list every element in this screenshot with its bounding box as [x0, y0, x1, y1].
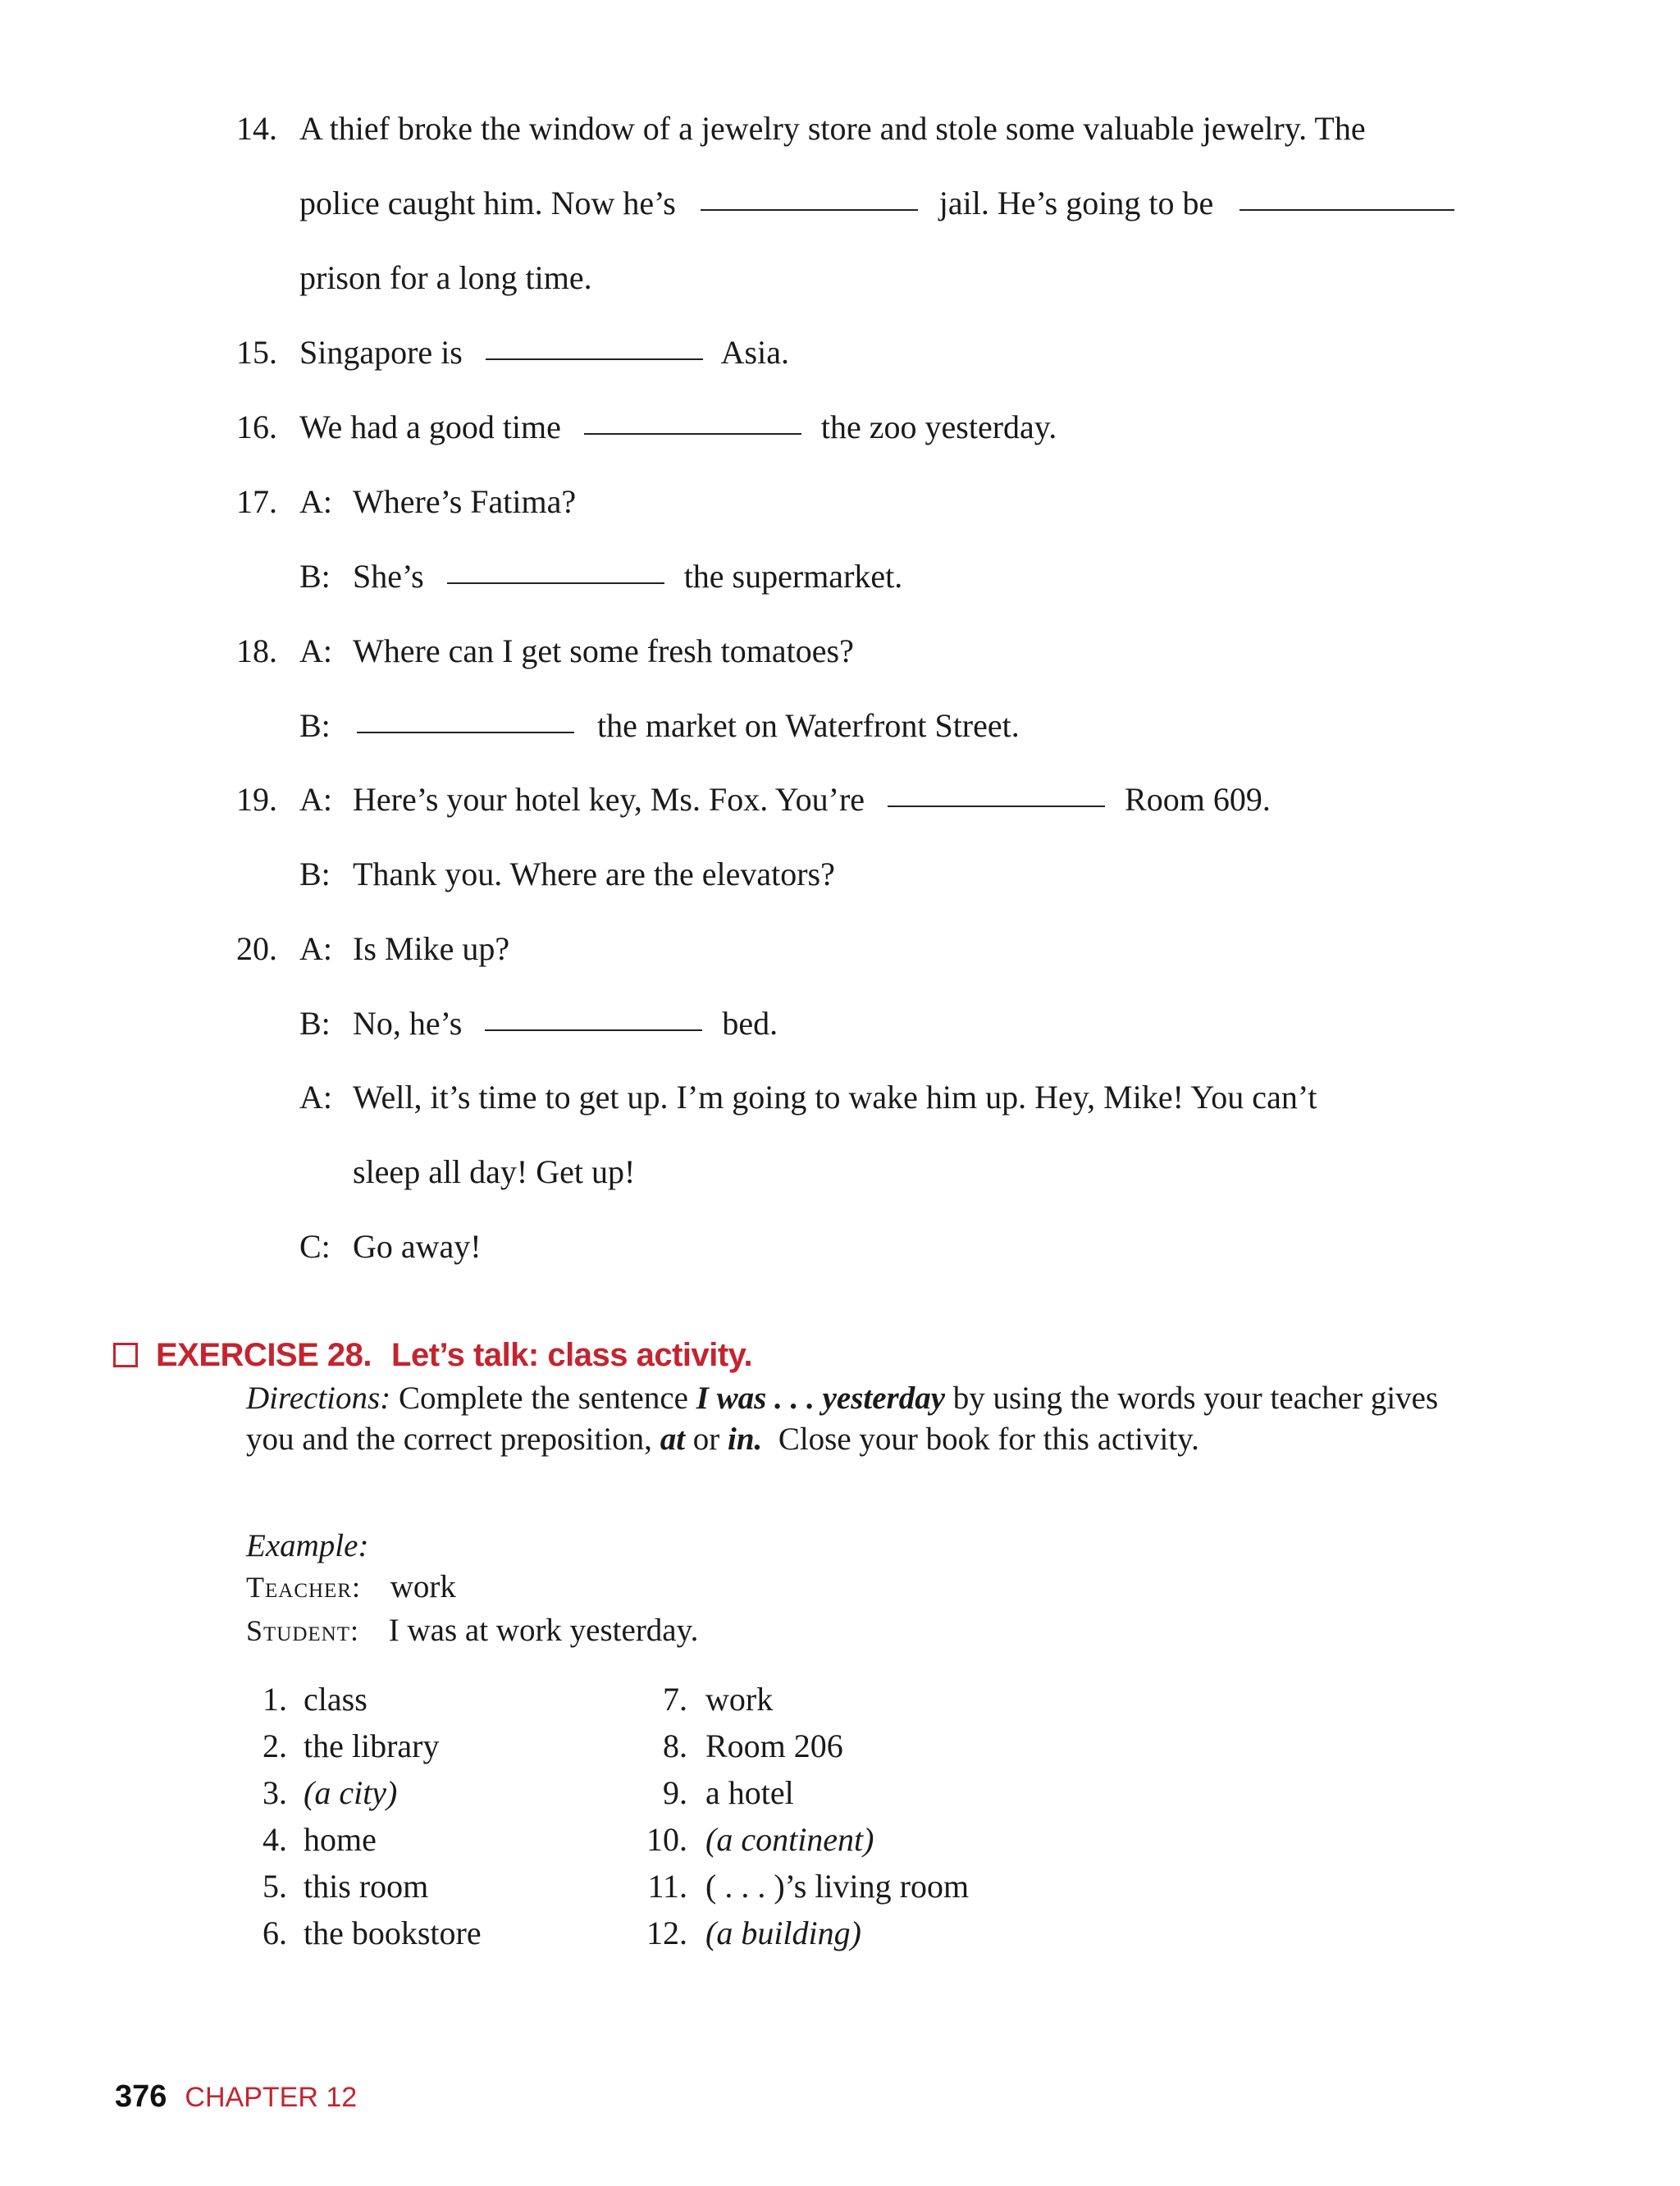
- item-18-a-text: Where can I get some fresh tomatoes?: [353, 632, 854, 669]
- item-14-line2-b: jail. He’s going to be: [938, 185, 1214, 221]
- item-19-b-label: B:: [299, 856, 331, 892]
- item-20-a-label: A:: [299, 930, 332, 967]
- teacher-label: Teacher:: [246, 1571, 361, 1604]
- list-item: [246, 1774, 482, 1823]
- list-item: [632, 1683, 969, 1730]
- item-16-text-b: the zoo yesterday.: [820, 408, 1057, 445]
- directions-text-3: Close your book for this activity.: [778, 1422, 1199, 1457]
- item-20-a2-line1: Well, it’s time to get up. I’m going to wake him up. Hey, Mike! You can’t: [353, 1079, 1317, 1116]
- item-19-a-text-2: Room 609.: [1125, 781, 1271, 818]
- item-20-b-text: [353, 1007, 778, 1040]
- list-item-text: class: [304, 1681, 368, 1718]
- directions-at: at: [660, 1422, 686, 1457]
- directions-or: or: [692, 1422, 720, 1457]
- list-item-number: 1.: [262, 1681, 287, 1718]
- list-item-text: (a continent): [705, 1821, 874, 1858]
- item-20-a2-line2: sleep all day! Get up!: [353, 1153, 636, 1190]
- item-19-a-label: A:: [299, 781, 332, 818]
- list-item-number: 2.: [262, 1727, 287, 1764]
- list-item-number: 10.: [646, 1821, 687, 1858]
- page-number: 376: [115, 2079, 167, 2114]
- list-item: [246, 1727, 482, 1777]
- item-19-a-text-1: Here’s your hotel key, Ms. Fox. You’re: [353, 781, 865, 818]
- student-label: Student:: [246, 1614, 359, 1647]
- example-label-text: Example:: [246, 1528, 369, 1563]
- item-20-c-text: Go away!: [353, 1228, 482, 1265]
- item-17-number: 17.: [236, 483, 277, 520]
- list-left: [246, 1683, 482, 1964]
- list-item-number: 9.: [663, 1774, 687, 1811]
- list-item-number: 5.: [262, 1868, 287, 1905]
- exercise-number: EXERCISE 28.: [156, 1336, 372, 1373]
- directions: [246, 1378, 1477, 1460]
- list-item-number: 6.: [262, 1914, 287, 1951]
- list-right: [632, 1683, 969, 1964]
- item-18-blank[interactable]: [357, 732, 574, 733]
- list-item-text: ( . . . )’s living room: [705, 1868, 970, 1905]
- item-19-blank[interactable]: [888, 805, 1105, 807]
- item-17-b-text-1: She’s: [353, 558, 424, 595]
- item-16-text: [299, 408, 1057, 445]
- item-17-blank[interactable]: [447, 582, 664, 584]
- item-19-b-text: Thank you. Where are the elevators?: [353, 856, 835, 892]
- item-17-a-label: A:: [299, 483, 332, 520]
- item-18-a-label: A:: [299, 632, 332, 669]
- list-item-text: Room 206: [705, 1727, 843, 1764]
- list-item: [632, 1870, 969, 1917]
- item-14-line2-a: police caught him. Now he’s: [299, 185, 676, 221]
- item-18-b-text: [357, 707, 1020, 744]
- item-20-a-text: Is Mike up?: [353, 930, 510, 967]
- item-20-c-label: C:: [299, 1228, 331, 1265]
- item-14-number: 14.: [236, 110, 277, 147]
- directions-text-2: by using the words your teacher gives you and the correct preposition,: [246, 1381, 1439, 1457]
- item-14-blank-1[interactable]: [701, 209, 918, 211]
- teacher-text: work: [390, 1569, 456, 1604]
- item-15-text-b: Asia.: [720, 334, 789, 371]
- list-item-number: 7.: [663, 1681, 687, 1718]
- item-18-number: 18.: [236, 632, 277, 669]
- item-18-b-label: B:: [299, 707, 331, 744]
- chapter-label: CHAPTER 12: [185, 2082, 358, 2113]
- exercise-header: [113, 1337, 752, 1373]
- item-19-a-text: [353, 783, 1271, 816]
- item-20-b-text-2: bed.: [722, 1005, 778, 1042]
- list-item: [246, 1823, 482, 1870]
- item-17-b-text: [353, 560, 902, 593]
- list-item-number: 3.: [262, 1774, 287, 1811]
- item-19-number: 19.: [236, 781, 277, 818]
- list-item: [246, 1870, 482, 1917]
- item-17-b-label: B:: [299, 558, 331, 595]
- list-item-number: 11.: [647, 1868, 687, 1905]
- item-15-blank[interactable]: [486, 358, 703, 360]
- list-item-number: 4.: [262, 1821, 287, 1858]
- student-text: I was at work yesterday.: [388, 1613, 699, 1648]
- student-line: [246, 1614, 698, 1646]
- list-item-text: home: [304, 1821, 377, 1858]
- item-17-a-text: Where’s Fatima?: [353, 483, 577, 520]
- example-label: [246, 1530, 368, 1562]
- list-item-text: work: [705, 1681, 774, 1718]
- list-item: [632, 1823, 969, 1870]
- item-14-blank-2[interactable]: [1239, 209, 1454, 211]
- item-14-line3: prison for a long time.: [299, 259, 592, 296]
- list-item-text: the bookstore: [304, 1914, 482, 1951]
- item-14-line1: A thief broke the window of a jewelry store and stole some valuable jewelry. The: [299, 110, 1366, 147]
- list-item: [632, 1774, 969, 1823]
- directions-in: in.: [728, 1422, 763, 1457]
- list-item: [632, 1727, 969, 1777]
- directions-text-1: Complete the sentence: [398, 1381, 688, 1416]
- item-16-blank[interactable]: [584, 433, 801, 435]
- list-item: [632, 1914, 969, 1964]
- item-17-b-text-2: the supermarket.: [683, 558, 903, 595]
- item-20-blank[interactable]: [485, 1029, 702, 1031]
- list-item-text: (a city): [304, 1774, 398, 1811]
- directions-label: Directions:: [246, 1381, 391, 1416]
- item-20-b-label: B:: [299, 1005, 331, 1042]
- page-footer: [115, 2079, 357, 2115]
- exercise-title: Let’s talk: class activity.: [391, 1336, 753, 1373]
- list-item-text: this room: [304, 1868, 429, 1905]
- item-14-line2: [299, 187, 1454, 220]
- list-item: [246, 1914, 482, 1964]
- item-18-b-text-2: the market on Waterfront Street.: [597, 707, 1020, 744]
- item-15-text: [299, 336, 789, 369]
- teacher-line: [246, 1571, 456, 1603]
- directions-emphasis: I was . . . yesterday: [696, 1381, 946, 1416]
- list-item-text: (a building): [705, 1914, 861, 1951]
- item-20-number: 20.: [236, 930, 277, 967]
- checkbox-icon[interactable]: [113, 1343, 138, 1367]
- item-15-number: 15.: [236, 334, 277, 371]
- item-20-b-text-1: No, he’s: [353, 1005, 463, 1042]
- item-15-text-a: Singapore is: [299, 334, 463, 371]
- list-item-number: 12.: [646, 1914, 687, 1951]
- list-item-text: the library: [304, 1727, 440, 1764]
- item-16-number: 16.: [236, 408, 277, 445]
- item-20-a2-label: A:: [299, 1079, 332, 1116]
- list-item: [246, 1683, 482, 1730]
- list-item-number: 8.: [663, 1727, 687, 1764]
- list-item-text: a hotel: [705, 1774, 794, 1811]
- item-16-text-a: We had a good time: [299, 408, 561, 445]
